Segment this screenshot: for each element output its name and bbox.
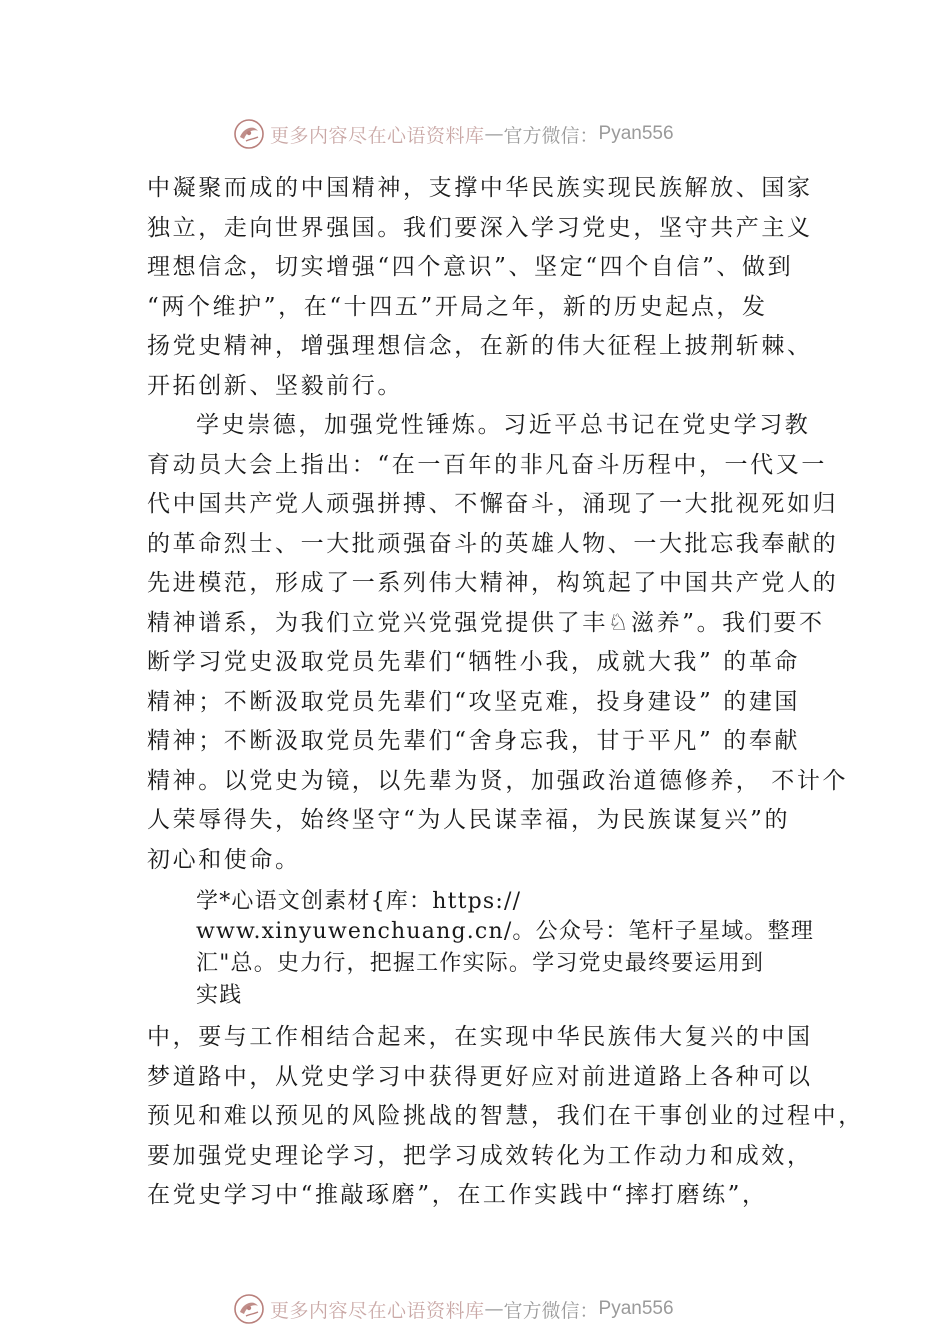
body-line: 初心和使命。: [147, 847, 301, 873]
footer-banner-wechat-label: 官方微信：: [503, 1299, 599, 1322]
header-banner: [232, 114, 752, 154]
body-line: “两个维护”，在“十四五”开局之年，新的历史起点，发: [147, 294, 768, 320]
promo-line: www.xinyuwenchuang.cn/。公众号：笔杆子星域。整理: [196, 919, 815, 944]
header-banner-wechat-id: Pyan556: [598, 123, 674, 144]
footer-banner-wechat-id: Pyan556: [598, 1298, 674, 1319]
body-line: 中，要与工作相结合起来，在实现中华民族伟大复兴的中国: [147, 1024, 813, 1050]
body-line: 先进模范，形成了一系列伟大精神，构筑起了中国共产党人的: [147, 570, 839, 596]
body-line: 学史崇德，加强党性锤炼。习近平总书记在党史学习教: [196, 412, 811, 438]
xinyu-logo-icon: [232, 117, 266, 151]
body-line: 梦道路中，从党史学习中获得更好应对前进道路上各种可以: [147, 1064, 813, 1090]
body-line: 精神；不断汲取党员先辈们“攻坚克难，投身建设” 的建国: [147, 689, 801, 715]
body-line: 代中国共产党人顽强拼搏、不懈奋斗，涌现了一大批视死如归: [147, 491, 839, 517]
header-banner-text: 更多内容尽在心语资料库: [270, 124, 485, 147]
footer-banner-text: 更多内容尽在心语资料库: [270, 1299, 485, 1322]
promo-line: 实践: [196, 983, 243, 1008]
body-line: 育动员大会上指出：“在一百年的非凡奋斗历程中，一代又一: [147, 452, 827, 478]
body-line: 要加强党史理论学习，把学习成效转化为工作动力和成效，: [147, 1143, 813, 1169]
xinyu-logo-icon: [232, 1292, 266, 1326]
body-line: 精神谱系，为我们立党兴党强党提供了丰♘滋养”。我们要不: [147, 610, 825, 636]
body-line: 精神。以党史为镜，以先辈为贤，加强政治道德修养， 不计个: [147, 768, 849, 794]
body-line: 的革命烈士、一大批顽强奋斗的英雄人物、一大批忘我奉献的: [147, 531, 839, 557]
footer-banner-dash: —: [484, 1298, 504, 1320]
body-line: 在党史学习中“推敲琢磨”，在工作实践中“摔打磨练”，: [147, 1182, 768, 1208]
body-line: 理想信念，切实增强“四个意识”、坚定“四个自信”、做到: [147, 254, 794, 280]
body-line: 独立，走向世界强国。我们要深入学习党史，坚守共产主义: [147, 215, 813, 241]
header-banner-wechat-label: 官方微信：: [503, 124, 599, 147]
body-line: 预见和难以预见的风险挑战的智慧，我们在干事创业的过程中，: [147, 1103, 864, 1129]
header-banner-dash: —: [484, 123, 504, 145]
body-line: 断学习党史汲取党员先辈们“牺牲小我，成就大我” 的革命: [147, 649, 801, 675]
body-line: 人荣辱得失，始终坚守“为人民谋幸福，为民族谋复兴”的: [147, 807, 791, 833]
body-line: 中凝聚而成的中国精神，支撑中华民族实现民族解放、国家: [147, 175, 813, 201]
body-line: 开拓创新、坚毅前行。: [147, 373, 403, 399]
footer-banner: [232, 1289, 752, 1329]
promo-line: 学*心语文创素材{库：https://: [196, 889, 522, 914]
promo-line: 汇"总。史力行，把握工作实际。学习党史最终要运用到: [196, 951, 765, 976]
body-line: 扬党史精神，增强理想信念，在新的伟大征程上披荆斩棘、: [147, 333, 813, 359]
body-line: 精神；不断汲取党员先辈们“舍身忘我，甘于平凡” 的奉献: [147, 728, 801, 754]
